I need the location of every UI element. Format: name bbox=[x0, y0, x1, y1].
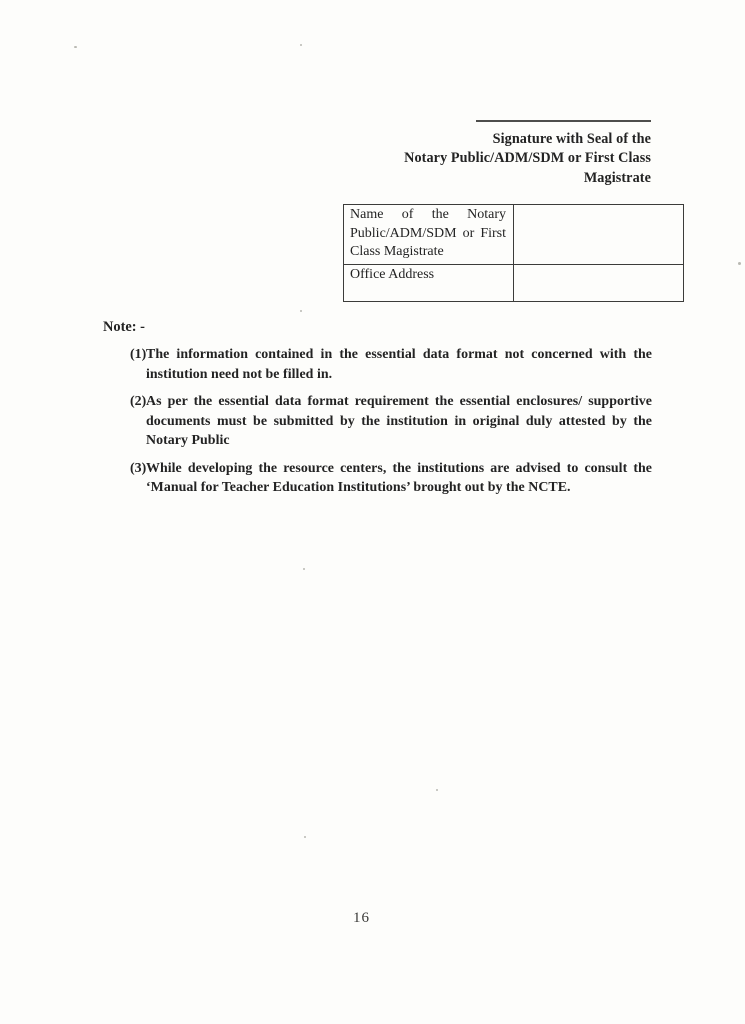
note-item-2 bbox=[103, 392, 652, 451]
table-row-office-address bbox=[344, 264, 684, 301]
signature-rule-line bbox=[476, 120, 651, 122]
note-marker-2: (2) bbox=[130, 394, 147, 409]
office-address-value bbox=[514, 264, 684, 301]
scan-speck bbox=[74, 46, 77, 48]
scan-speck bbox=[436, 789, 438, 791]
page-number: 16 bbox=[353, 910, 370, 926]
office-address-label: Office Address bbox=[344, 264, 514, 301]
notary-details-table bbox=[343, 204, 684, 302]
note-item-3 bbox=[103, 459, 652, 498]
note-text-3: While developing the resource centers, the institutions are advised to consult the ‘Manual for Teacher Education Institutions’ brought out by the NCTE. bbox=[146, 460, 652, 495]
scan-speck bbox=[303, 568, 305, 570]
notary-name-value bbox=[514, 205, 684, 265]
signature-caption-line-3: Magistrate bbox=[583, 169, 651, 186]
notes-heading: Note: - bbox=[103, 319, 145, 335]
scan-speck bbox=[304, 836, 306, 838]
note-marker-3: (3) bbox=[130, 460, 147, 476]
table-row-notary-name bbox=[344, 205, 684, 265]
notary-name-label: Name of the Notary Public/ADM/SDM or First Class Magistrate bbox=[344, 205, 514, 265]
note-text-1: The information contained in the essential data format not concerned with the institution need not be filled in. bbox=[146, 347, 652, 382]
note-marker-1: (1) bbox=[130, 347, 147, 362]
scan-speck bbox=[738, 262, 741, 265]
signature-caption-line-1: Signature with Seal of the bbox=[492, 131, 651, 147]
signature-caption-line-2: Notary Public/ADM/SDM or First Class bbox=[404, 150, 651, 167]
scan-speck bbox=[300, 310, 302, 312]
scan-speck bbox=[300, 44, 302, 46]
note-item-1 bbox=[103, 345, 652, 384]
note-text-2: As per the essential data format requirement the essential enclosures/ supportive documents must be submitted by the institution in original duly attested by the Notary Public bbox=[146, 394, 652, 448]
notes-section bbox=[103, 317, 652, 506]
signature-block bbox=[389, 120, 651, 188]
